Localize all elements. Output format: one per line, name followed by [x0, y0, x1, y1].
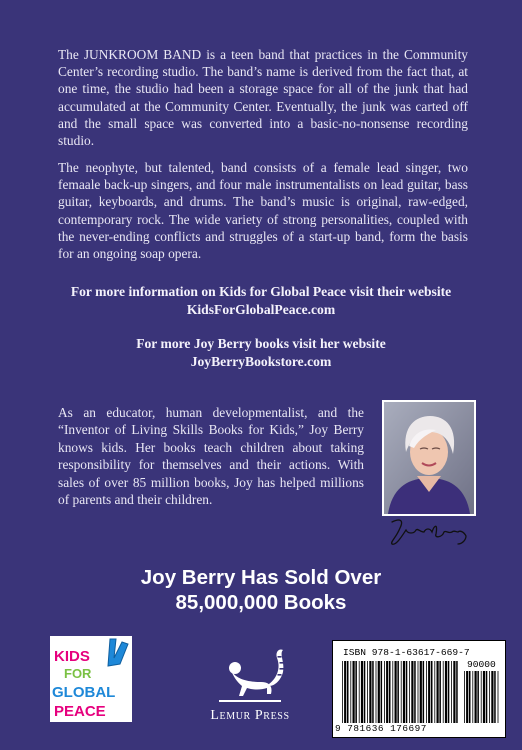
barcode-price-code: 90000: [467, 659, 496, 670]
barcode-bar: [347, 661, 349, 723]
barcode-bar: [409, 661, 410, 723]
barcode-bar: [418, 661, 419, 723]
barcode-bar: [389, 661, 391, 723]
barcode-bar: [386, 661, 388, 723]
peace-hand-icon: [50, 636, 132, 722]
barcode-bar: [367, 661, 368, 723]
sales-headline-line1: Joy Berry Has Sold Over: [140, 566, 382, 589]
author-signature: [386, 514, 476, 548]
kfgp-website-url[interactable]: KidsForGlobalPeace.com: [186, 302, 336, 317]
lemur-press-logo: [205, 648, 295, 710]
barcode-bar: [397, 661, 399, 723]
barcode-bar: [392, 661, 393, 723]
kfgp-website-text: For more information on Kids for Global Peace visit their website: [70, 284, 452, 299]
barcode-bar: [481, 671, 482, 723]
barcode-bar: [353, 661, 355, 723]
isbn-number: ISBN 978-1-63617-669-7: [343, 647, 470, 658]
barcode-bar: [437, 661, 439, 723]
barcode-bar: [369, 661, 371, 723]
joyberry-website-info: [40, 335, 482, 371]
barcode-bar: [451, 661, 452, 723]
barcode-bar: [355, 661, 357, 723]
barcode-bar: [472, 671, 473, 723]
isbn-barcode: [332, 640, 506, 738]
barcode-bar: [426, 661, 427, 723]
barcode-bar: [477, 671, 479, 723]
barcode-bar: [443, 661, 444, 723]
kids-for-global-peace-logo: [50, 636, 132, 722]
barcode-bar: [359, 661, 360, 723]
author-bio: As an educator, human developmentalist, and the “Inventor of Living Skills Books for Kids,” Joy Berry knows kids. Her books teach children about taking responsibility for themselves and their actions. With sales of over 85 million books, Joy has helped millions of parents and their children.: [58, 405, 364, 508]
signature-image: [386, 514, 476, 548]
barcode-bar: [469, 671, 471, 723]
barcode-bar: [381, 661, 383, 723]
logo-word-for: FOR: [64, 666, 92, 681]
barcode-bar: [491, 671, 493, 723]
barcode-bar: [475, 671, 477, 723]
barcode-bar: [464, 671, 465, 723]
lemur-icon: [205, 648, 295, 710]
barcode-bar: [498, 671, 499, 723]
barcode-bar: [489, 671, 490, 723]
barcode-bar: [486, 671, 488, 723]
barcode-bar: [395, 661, 397, 723]
barcode-bar: [420, 661, 422, 723]
publisher-name: Lemur Press: [210, 708, 290, 723]
barcode-bar: [431, 661, 433, 723]
barcode-bar: [483, 671, 485, 723]
barcode-bar: [428, 661, 430, 723]
joyberry-website-text: For more Joy Berry books visit her website: [136, 336, 386, 351]
barcode-digits: 9 781636 176697: [335, 723, 427, 734]
barcode-bars-addon: [463, 671, 499, 723]
logo-word-kids: KIDS: [54, 648, 90, 665]
barcode-bar: [456, 661, 458, 723]
barcode-bar: [466, 671, 468, 723]
barcode-bar: [401, 661, 402, 723]
barcode-bar: [344, 661, 346, 723]
description-paragraph-2: The neophyte, but talented, band consists of a female lead singer, two femaale back-up singers, and four male instrumentalists on lead guitar, bass guitar, keyboards, and drums. The band’s music is original, raw-edged, contemporary rock. The wide variety of strong personalities, coupled with the never-ending conflicts and struggles of a start-up band, form the basis for an ongoing soap opera.: [58, 160, 468, 262]
sales-headline-line2: 85,000,000 Books: [175, 591, 347, 614]
barcode-bar: [384, 661, 385, 723]
sales-headline: [20, 565, 502, 615]
barcode-bar: [448, 661, 450, 723]
kfgp-website-info: [40, 283, 482, 319]
barcode-bar: [439, 661, 441, 723]
description-paragraph-1: The JUNKROOM BAND is a teen band that practices in the Community Center’s recording studio. The band’s name is derived from the fact that, at one time, the studio had been a storage space for all of the junk that had accumulated at the Community Center. Eventually, the junk was carted off and the small space was converted into a basic-no-nonsense recording studio.: [58, 47, 468, 149]
barcode-bar: [414, 661, 416, 723]
joyberry-website-url[interactable]: JoyBerryBookstore.com: [190, 354, 332, 369]
barcode-bar: [342, 661, 343, 723]
barcode-bar: [376, 661, 377, 723]
barcode-bar: [445, 661, 447, 723]
barcode-bar: [453, 661, 455, 723]
barcode-bar: [406, 661, 408, 723]
barcode-bar: [378, 661, 380, 723]
barcode-bar: [372, 661, 374, 723]
author-photo: [382, 400, 476, 516]
barcode-bar: [423, 661, 425, 723]
barcode-bar: [403, 661, 405, 723]
barcode-bar: [361, 661, 363, 723]
logo-word-peace: PEACE: [54, 703, 106, 720]
logo-word-global: GLOBAL: [52, 684, 116, 701]
barcode-bar: [494, 671, 496, 723]
barcode-bar: [434, 661, 435, 723]
barcode-bar: [411, 661, 413, 723]
barcode-bar: [350, 661, 351, 723]
barcode-bar: [364, 661, 366, 723]
author-portrait-image: [384, 402, 474, 514]
barcode-bars-main: [341, 661, 459, 723]
